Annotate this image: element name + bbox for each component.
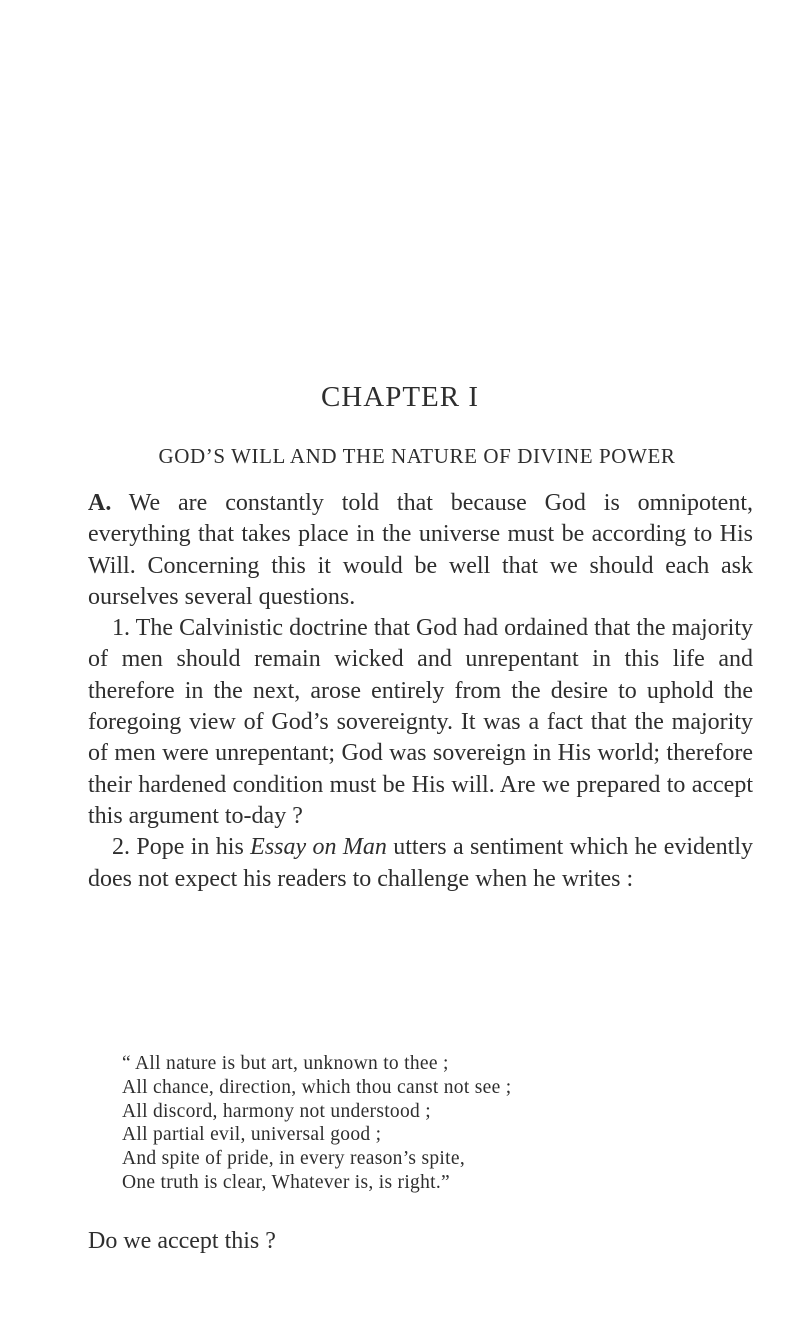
point-2-before: 2. Pope in his: [112, 834, 251, 861]
poem-line: One truth is clear, Whatever is, is right.”: [122, 1171, 450, 1193]
section-a-paragraph: [88, 488, 753, 613]
point-2-paragraph: [88, 832, 753, 895]
point-1-paragraph: 1. The Calvinistic doctrine that God had ordained that the majority of men should remain wicked and unrepentant in this life and therefore in the next, arose entirely from the desire to uphold the foregoing view of God’s sovereignty. It was a fact that the majority of men were unrepentant; God was sovereign in His world; therefore their hardened condition must be His will. Are we prepared to accept this argument to-day ?: [88, 615, 753, 829]
body-text: [88, 488, 753, 895]
poem-line: All chance, direction, which thou canst not see ;: [122, 1076, 512, 1098]
closing-question: Do we accept this ?: [88, 1228, 276, 1254]
essay-title: Essay on Man: [250, 834, 387, 861]
poem-quote: [122, 1052, 762, 1195]
poem-line: And spite of pride, in every reason’s spite,: [122, 1148, 465, 1170]
poem-line: All discord, harmony not understood ;: [122, 1100, 431, 1122]
point-2-after: utters a sentiment which he evidently does not expect his readers to challenge when he writes :: [88, 834, 754, 892]
poem-line: “ All nature is but art, unknown to thee ;: [122, 1053, 449, 1074]
poem-line: All partial evil, universal good ;: [122, 1124, 382, 1146]
section-letter: A.: [88, 490, 112, 516]
section-a-text: We are constantly told that because God is omnipotent, everything that takes place in the universe must be according to His Will. Concerning this it would be well that we should each ask ourselves several questions.: [88, 490, 753, 610]
chapter-heading: CHAPTER I: [320, 381, 480, 413]
chapter-title: GOD’S WILL AND THE NATURE OF DIVINE POWER: [158, 444, 676, 468]
